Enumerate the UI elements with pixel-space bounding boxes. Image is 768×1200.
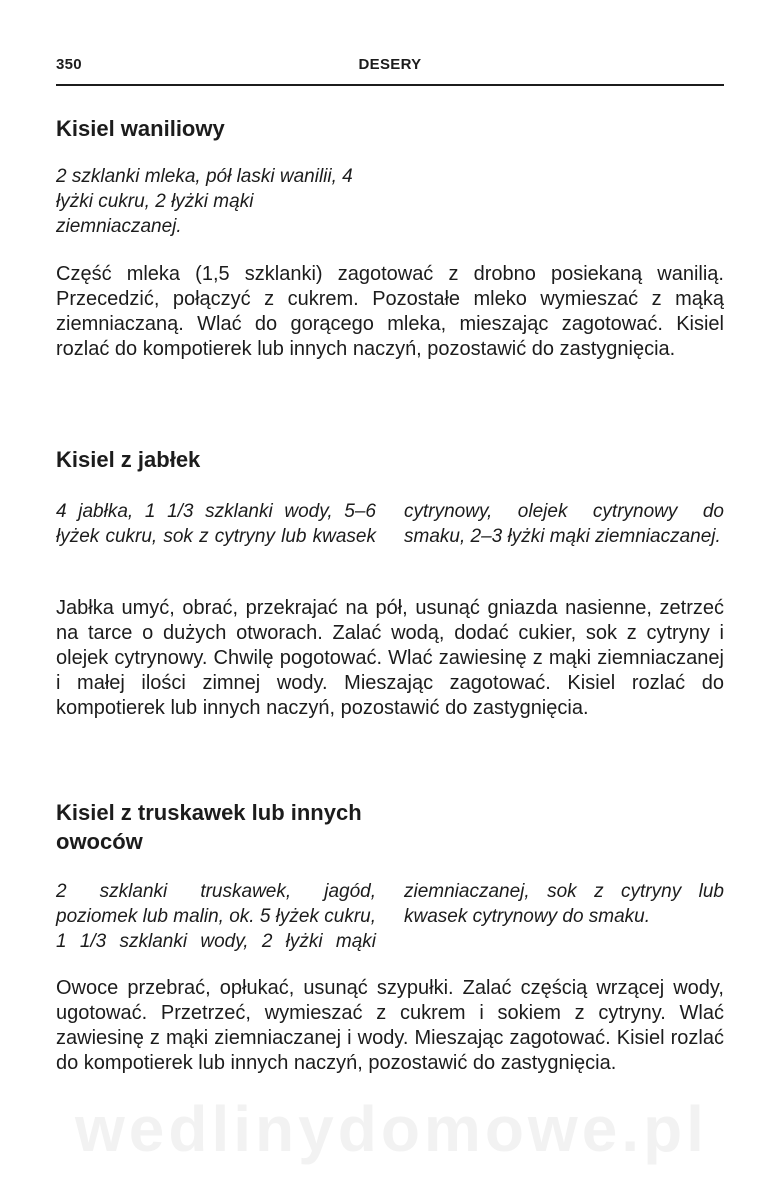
recipe-ingredients: 2 szklanki truskawek, jagód, poziomek lub malin, ok. 5 łyżek cukru, 1 1/3 szklanki wody, 2 łyżki mąki ziemniaczanej, sok z cytryny lub kwasek cytrynowy do smaku. [56, 881, 724, 952]
recipe-ingredients: 4 jabłka, 1 1/3 szklanki wody, 5–6 łyżek cukru, sok z cytryny lub kwasek cytrynowy, olejek cytrynowy do smaku, 2–3 łyżki mąki ziemniaczanej. [56, 501, 724, 547]
recipe-instructions: Jabłka umyć, obrać, przekrajać na pół, usunąć gniazda nasienne, zetrzeć na tarce o dużych otworach. Zalać wodą, dodać cukier, sok z cytryny i olejek cytrynowy. Chwilę pogotować. Wlać zawiesinę z mąki ziemniaczanej i małej ilości zimnej wody. Mieszając zagotować. Kisiel rozlać do kompotierek lub innych naczyń, pozostawić do zastygnięcia. [56, 597, 724, 719]
recipe-title: Kisiel waniliowy [56, 116, 225, 141]
recipe-instructions: Owoce przebrać, opłukać, usunąć szypułki. Zalać częścią wrzącej wody, ugotować. Przetrzeć, wymieszać z cukrem i sokiem z cytryny. Wlać zawiesinę z mąki ziemniaczanej i wody. Mieszając zagotować. Kisiel rozlać do kompotierek lub innych naczyń, pozostawić do zastygnięcia. [56, 977, 724, 1074]
section-title: DESERY [358, 56, 422, 73]
page-number: 350 [56, 56, 82, 73]
recipe-title: Kisiel z truskawek lub innych owoców [56, 800, 362, 854]
recipe-title: Kisiel z jabłek [56, 447, 201, 472]
cookbook-page [56, 56, 724, 1074]
running-header [56, 56, 724, 86]
recipe-instructions: Część mleka (1,5 szklanki) zagotować z drobno posiekaną wanilią. Przecedzić, połączyć z cukrem. Pozostałe mleko wymieszać z mąką ziemniaczaną. Wlać do gorącego mleka, mieszając zagotować. Kisiel rozlać do kompotierek lub innych naczyń, pozostawić do zastygnięcia. [56, 263, 724, 360]
site-watermark: wedlinydomowe.pl [75, 1093, 708, 1165]
recipe-ingredients: 2 szklanki mleka, pół laski wanilii, 4 łyżki cukru, 2 łyżki mąki ziemniaczanej. [56, 166, 353, 237]
